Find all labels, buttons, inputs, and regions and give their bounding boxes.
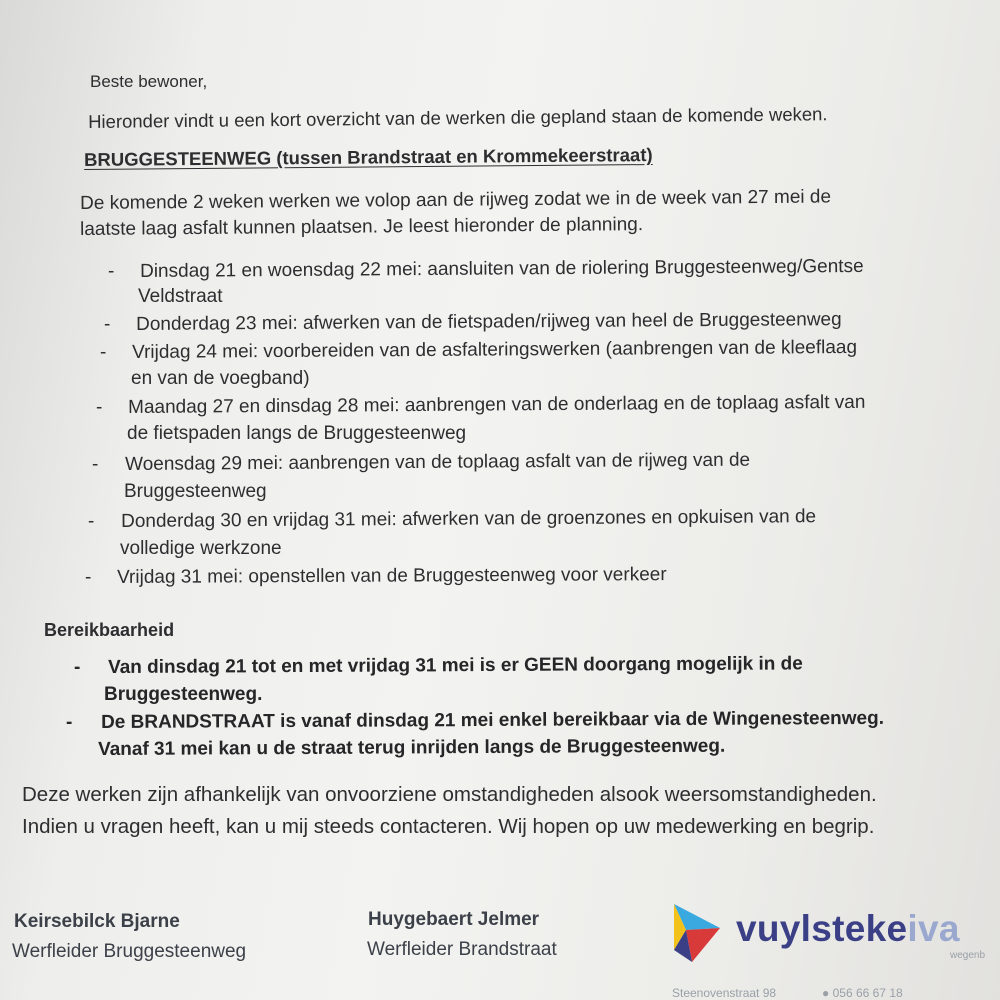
schedule-item-7-line-1: Vrijdag 31 mei: openstellen van de Bruggesteenweg voor verkeer — [117, 564, 667, 588]
section-paragraph-line-1: De komende 2 weken werken we volop aan de rijweg zodat we in de week van 27 mei de — [80, 186, 832, 214]
signature-name-2: Huygebaert Jelmer — [368, 909, 540, 930]
bullet-dash: - — [74, 657, 81, 678]
bullet-dash: - — [108, 261, 115, 282]
accessibility-item-2-line-1: De BRANDSTRAAT is vanaf dinsdag 21 mei enkel bereikbaar via de Wingenesteenweg. — [101, 707, 885, 733]
schedule-item-3-line-1: Vrijdag 24 mei: voorbereiden van de asfalteringswerken (aanbrengen van de kleeflaag — [132, 336, 858, 363]
bullet-dash: - — [104, 314, 111, 335]
company-logo-text — [736, 908, 960, 950]
schedule-item-1-line-2: Veldstraat — [138, 286, 223, 307]
accessibility-item-2-line-2: Vanaf 31 mei kan u de straat terug inrijden langs de Bruggesteenweg. — [98, 735, 726, 760]
bullet-dash: - — [88, 511, 95, 532]
schedule-item-4-line-1: Maandag 27 en dinsdag 28 mei: aanbrengen van de onderlaag en de toplaag asfalt van — [128, 391, 866, 418]
bullet-dash: - — [92, 454, 99, 475]
schedule-item-5-line-1: Woensdag 29 mei: aanbrengen van de toplaag asfalt van de rijweg van de — [125, 449, 751, 475]
bullet-dash: - — [100, 342, 107, 363]
accessibility-title: Bereikbaarheid — [44, 620, 175, 640]
signature-name-1: Keirsebilck Bjarne — [14, 911, 180, 932]
bullet-dash: - — [85, 567, 92, 588]
footer-phone-number: 056 66 67 18 — [832, 986, 903, 1000]
greeting: Beste bewoner, — [90, 72, 208, 91]
logo-brand-accent: iva — [907, 908, 960, 949]
schedule-item-5-line-2: Bruggesteenweg — [124, 481, 267, 502]
logo-brand-main: vuylsteke — [736, 908, 908, 949]
company-logo-icon — [668, 900, 738, 970]
closing-line-2: Indien u vragen heeft, kan u mij steeds contacteren. Wij hopen op uw medewerking en begrip. — [22, 815, 875, 838]
closing-line-1: Deze werken zijn afhankelijk van onvoorziene omstandigheden alsook weersomstandigheden. — [22, 783, 877, 806]
accessibility-item-1-line-2: Bruggesteenweg. — [104, 684, 263, 705]
footer-phone — [822, 986, 903, 1000]
schedule-item-6-line-2: volledige werkzone — [120, 538, 282, 559]
logo-tagline: wegenb — [950, 950, 986, 961]
schedule-item-3-line-2: en van de voegband) — [131, 368, 310, 389]
signature-role-1: Werfleider Bruggesteenweg — [12, 941, 247, 962]
accessibility-item-1-line-1: Van dinsdag 21 tot en met vrijdag 31 mei is er GEEN doorgang mogelijk in de — [108, 653, 803, 678]
bullet-dash: - — [66, 712, 73, 733]
intro-text: Hieronder vindt u een kort overzicht van de werken die gepland staan de komende weken. — [88, 103, 828, 132]
signature-role-2: Werfleider Brandstraat — [367, 939, 557, 960]
section-paragraph-line-2: laatste laag asfalt kunnen plaatsen. Je leest hieronder de planning. — [80, 214, 644, 240]
schedule-item-2-line-1: Donderdag 23 mei: afwerken van de fietspaden/rijweg van heel de Bruggesteenweg — [136, 309, 842, 335]
schedule-item-4-line-2: de fietspaden langs de Bruggesteenweg — [127, 423, 467, 444]
footer-address: Steenovenstraat 98 — [672, 986, 777, 1000]
section-title: BRUGGESTEENWEG (tussen Brandstraat en Krommekeerstraat) — [84, 144, 653, 170]
schedule-item-6-line-1: Donderdag 30 en vrijdag 31 mei: afwerken van de groenzones en opkuisen van de — [121, 506, 817, 532]
schedule-item-1-line-1: Dinsdag 21 en woensdag 22 mei: aansluiten van de riolering Bruggesteenweg/Gentse — [140, 255, 864, 282]
bullet-dash: - — [96, 397, 103, 418]
phone-icon: ● — [822, 986, 833, 1000]
